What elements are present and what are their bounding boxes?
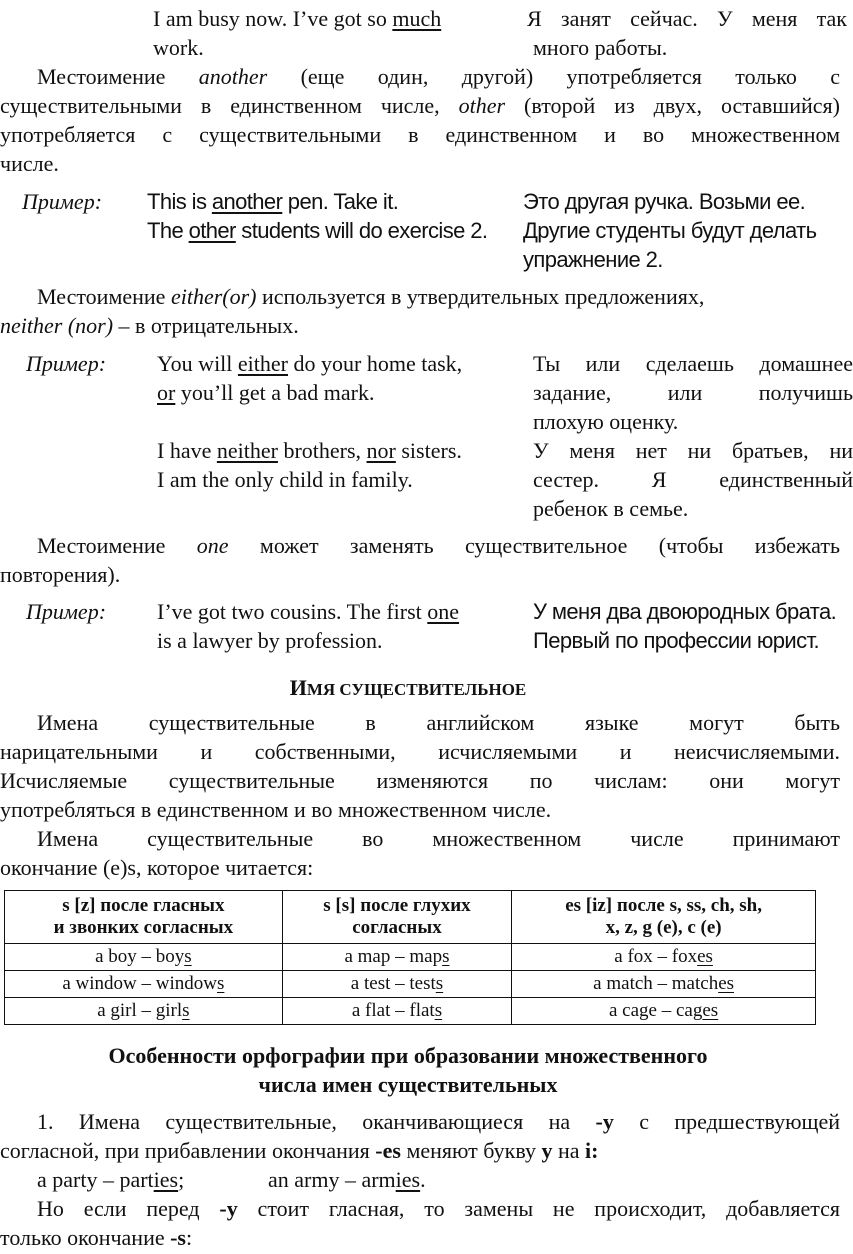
example-ru-line: ребенок в семье.	[533, 496, 689, 521]
paragraph-line: числе.	[0, 151, 59, 176]
paragraph-line: Исчисляемые существительные изменяются по числам: они могут	[0, 768, 840, 793]
paragraph-line: Имена существительные в английском языке могут быть	[37, 710, 840, 735]
table-header-cell: s [s] после глухих согласных	[282, 891, 511, 944]
example-en-line: I am busy now. I’ve got so much	[153, 6, 442, 31]
paragraph-line: 1. Имена существительные, оканчивающиеся на -y с предшествующей	[37, 1109, 840, 1134]
table-cell: a fox – foxes	[512, 944, 816, 971]
example-en-line: This is another pen. Take it.	[147, 189, 399, 214]
paragraph-line: Местоимение another (еще один, другой) употребляется только с	[37, 64, 840, 89]
example-en-line: I am the only child in family.	[157, 467, 413, 492]
example-en-line: You will either do your home task,	[157, 351, 463, 376]
example-en-line: is a lawyer by profession.	[157, 628, 383, 653]
table-row	[5, 971, 816, 998]
table-cell: a window – windows	[5, 971, 283, 998]
example-en-line: or you’ll get a bad mark.	[157, 380, 375, 405]
paragraph-line: только окончание -s:	[0, 1225, 193, 1250]
example-en-line: I’ve got two cousins. The first one	[157, 599, 460, 624]
paragraph-line: согласной, при прибавлении окончания -es меняют букву y на i:	[0, 1138, 599, 1163]
example-ru-line: много работы.	[533, 35, 668, 60]
paragraph-line: употребляется с существительными в единственном и во множественном	[0, 122, 840, 147]
example-ru-line: Другие студенты будут делать	[523, 218, 817, 243]
section-heading: числа имен существительных	[258, 1072, 558, 1097]
example-ru-line: У меня нет ни братьев, ни	[533, 438, 853, 463]
paragraph-line: Местоимение either(or) используется в утвердительных предложениях,	[37, 284, 705, 309]
example-label: Пример:	[26, 351, 107, 376]
paragraph-line: Но если перед -y стоит гласная, то замены не происходит, добавляется	[37, 1196, 840, 1221]
example-ru-line: Первый по профессии юрист.	[533, 628, 820, 653]
paragraph-line: нарицательными и собственными, исчисляемыми и неисчисляемыми.	[0, 739, 840, 764]
paragraph-line: существительными в единственном числе, other (второй из двух, оставшийся)	[0, 93, 840, 118]
paragraph-line: Имена существительные во множественном числе принимают	[37, 826, 840, 851]
paragraph-line: окончание (е)s, которое читается:	[0, 855, 314, 880]
example-ru-line: упражнение 2.	[523, 247, 663, 272]
table-row	[5, 944, 816, 971]
table-cell: a test – tests	[282, 971, 511, 998]
table-cell: a girl – girls	[5, 998, 283, 1025]
section-heading: ИМЯ СУЩЕСТВИТЕЛЬНОЕ	[289, 675, 527, 700]
example-en-line: work.	[153, 35, 204, 60]
table-cell: a cage – cages	[512, 998, 816, 1025]
example-en-line: The other students will do exercise 2.	[147, 218, 488, 243]
table-cell: a flat – flats	[282, 998, 511, 1025]
example-ru-line: У меня два двоюродных брата.	[533, 599, 837, 624]
paragraph-line: neither (nor) – в отрицательных.	[0, 313, 299, 338]
paragraph-line: употребляться в единственном и во множественном числе.	[0, 797, 552, 822]
table-header-row	[5, 891, 816, 944]
plural-ending-table	[4, 890, 816, 1025]
example-label: Пример:	[26, 599, 107, 624]
table-row	[5, 998, 816, 1025]
table-header-cell: es [iz] после s, ss, ch, sh, x, z, g (e), c (e)	[512, 891, 816, 944]
example-label: Пример:	[22, 189, 103, 214]
example-en-line: I have neither brothers, nor sisters.	[157, 438, 462, 463]
example-ru-line: плохую оценку.	[533, 409, 679, 434]
example-ru-line: Ты или сделаешь домашнее	[533, 351, 853, 376]
table-header-cell: s [z] после гласных и звонких согласных	[5, 891, 283, 944]
example-line: a party – parties;	[37, 1167, 185, 1192]
table-cell: a map – maps	[282, 944, 511, 971]
paragraph-line: Местоимение one может заменять существительное (чтобы избежать	[37, 533, 840, 558]
example-line: an army – armies.	[268, 1167, 426, 1192]
paragraph-line: повторения).	[0, 562, 121, 587]
example-ru-line: задание, или получишь	[533, 380, 853, 405]
section-heading: Особенности орфографии при образовании множественного	[108, 1043, 708, 1068]
table-cell: a boy – boys	[5, 944, 283, 971]
example-ru-line: Я занят сейчас. У меня так	[527, 6, 847, 31]
example-ru-line: Это другая ручка. Возьми ее.	[523, 189, 806, 214]
example-ru-line: сестер. Я единственный	[533, 467, 853, 492]
table-cell: a match – matches	[512, 971, 816, 998]
